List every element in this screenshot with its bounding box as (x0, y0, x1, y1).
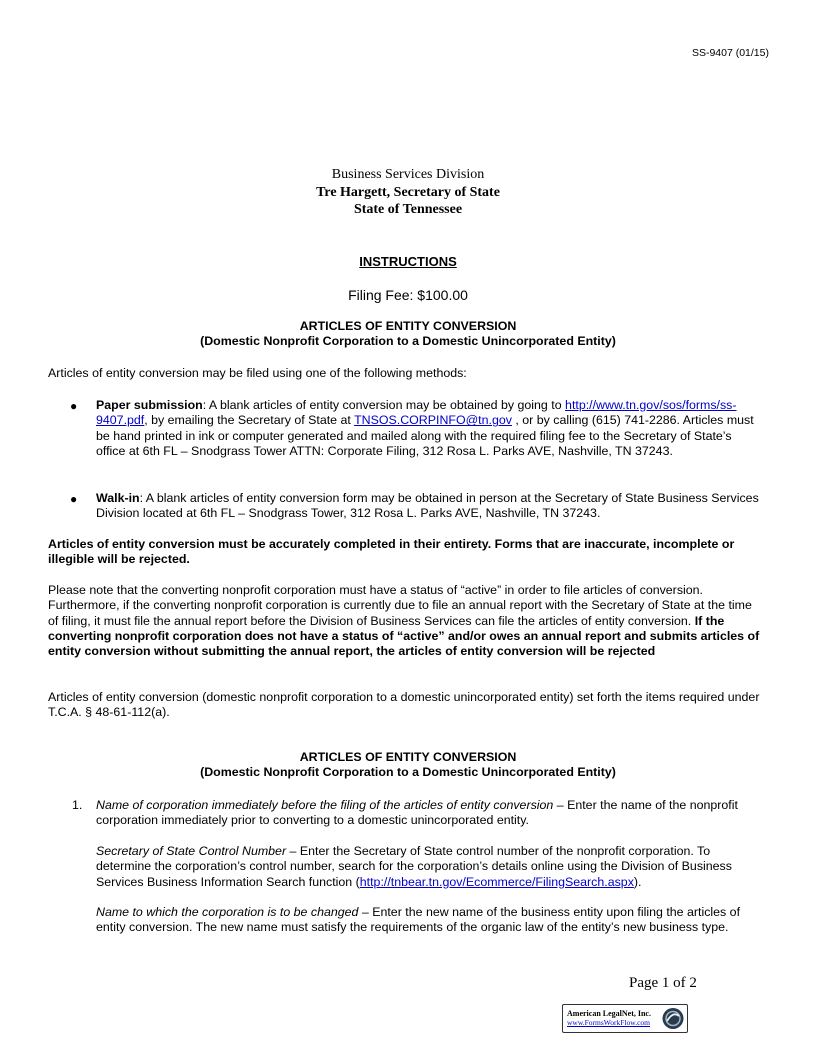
email-link[interactable]: TNSOS.CORPINFO@tn.gov (354, 413, 512, 428)
item-number: 1. (72, 798, 83, 812)
walk-in-item (96, 491, 760, 522)
globe-icon (661, 1007, 685, 1030)
american-legalnet-logo (562, 1004, 688, 1033)
item-new-name (96, 905, 760, 936)
new-name-label: Name to which the corporation is to be changed (96, 905, 359, 919)
secretary-name: Tre Hargett, Secretary of State (316, 184, 500, 200)
corporation-name-label: Name of corporation immediately before the filing of the articles of entity conversion (96, 798, 554, 812)
item-control-number (96, 844, 760, 890)
paper-submission-label: Paper submission (96, 398, 203, 412)
walk-in-text: : A blank articles of entity conversion form may be obtained in person at the Secretary of State Business Services Division located at 6th FL – Snodgrass Tower, 312 Rosa L. Parks AVE, Nashville, TN 37243. (96, 491, 759, 521)
control-number-text-end: ). (633, 874, 642, 889)
paper-submission-text-3: , or by calling (615) 741-2286. Articles must be hand printed in ink or computer generated and mailed along with the required filing fee to the Secretary of State’s office at 6th FL – Snodgrass Tower ATTN: Corporate Filing, 312 Rosa L. Parks AVE, Nashville, TN 37243. (96, 413, 754, 458)
form-id: SS-9407 (01/15) (691, 47, 769, 59)
corporation-name-text: – Enter the name of the nonprofit corporation immediately prior to converting to a domestic unincorporated entity. (96, 798, 738, 828)
filing-search-link[interactable]: http://tnbear.tn.gov/Ecommerce/FilingSearch.aspx (359, 874, 634, 889)
intro-text: Articles of entity conversion may be filed using one of the following methods: (48, 366, 467, 380)
logo-url[interactable]: www.FormsWorkFlow.com (567, 1018, 651, 1027)
form-pdf-link[interactable]: http://www.tn.gov/sos/forms/ss-9407.pdf (96, 398, 737, 428)
logo-company-name: American LegalNet, Inc. (567, 1009, 651, 1018)
section-heading (108, 319, 708, 350)
section-title: ARTICLES OF ENTITY CONVERSION (299, 319, 517, 333)
status-note (48, 583, 763, 659)
item-corporation-name (96, 798, 760, 829)
set-forth-text: Articles of entity conversion (domestic nonprofit corporation to a domestic unincorporated entity) set forth the items required under T.C.A. § 48-61-112(a). (48, 690, 760, 720)
state-name: State of Tennessee (353, 202, 463, 217)
walk-in-label: Walk-in (96, 491, 140, 505)
section-title: ARTICLES OF ENTITY CONVERSION (299, 750, 517, 764)
rejection-warning: Articles of entity conversion must be accurately completed in their entirety. Forms that are inaccurate, incomplete or illegible will be rejected. (48, 537, 735, 567)
page-number: Page 1 of 2 (629, 975, 697, 991)
section-heading-2 (108, 750, 708, 781)
filing-fee: Filing Fee: $100.00 (348, 287, 468, 303)
status-note-text: Please note that the converting nonprofit corporation must have a status of “active” in order to file articles of conversion. Furthermore, if the converting nonprofit corporation is currently due to file an annual report with the Secretary of State at the time of filing, it must file the annual report before the Division of Business Services can file the articles of entity conversion. (48, 583, 752, 628)
new-name-text: – Enter the new name of the business entity upon filing the articles of entity conversion. The new name must satisfy the requirements of the organic law of the entity’s new business type. (96, 905, 741, 935)
paper-submission-item (96, 398, 760, 459)
control-number-label: Secretary of State Control Number (96, 844, 287, 858)
page-header (208, 166, 608, 219)
section-subtitle: (Domestic Nonprofit Corporation to a Domestic Unincorporated Entity) (200, 765, 616, 780)
status-note-bold: If the converting nonprofit corporation does not have a status of “active” and/or owes an annual report and submits articles of entity conversion without submitting the annual report, the articles of entity conversion will be rejected (48, 613, 760, 659)
paper-submission-text-2: , by emailing the Secretary of State at (144, 413, 355, 428)
paper-submission-text: : A blank articles of entity conversion may be obtained by going to (202, 398, 566, 412)
control-number-text: – Enter the Secretary of State control number of the nonprofit corporation. To determine the corporation’s control number, search for the corporation’s details online using the Division of Business Services Business Information Search function ( (96, 844, 732, 889)
instructions-title: INSTRUCTIONS (359, 254, 457, 269)
division-name: Business Services Division (331, 167, 485, 182)
section-subtitle: (Domestic Nonprofit Corporation to a Domestic Unincorporated Entity) (200, 334, 616, 349)
bullet-icon: ● (70, 492, 78, 506)
bullet-icon: ● (70, 399, 78, 413)
